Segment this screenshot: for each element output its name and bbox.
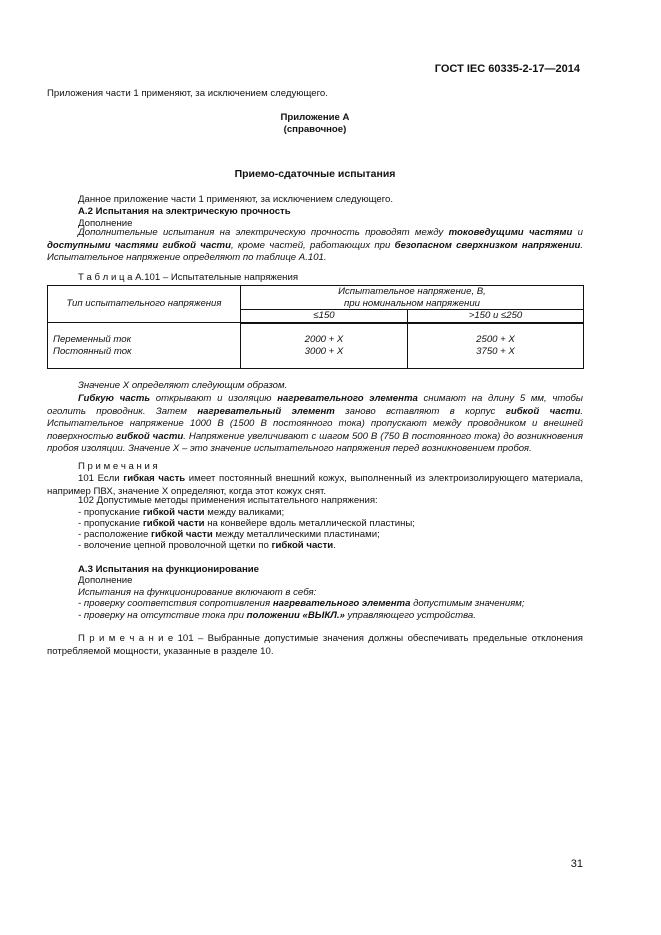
table-row xyxy=(48,323,584,369)
notes-heading: П р и м е ч а н и я xyxy=(78,461,158,472)
table-subheader-150-250: >150 и ≤250 xyxy=(408,310,584,323)
table-header-voltage-line1: Испытательное напряжение, В, xyxy=(338,286,486,297)
a3-note-label: П р и м е ч а н и е xyxy=(78,633,174,644)
a2-paragraph: Дополнительные испытания на электрическую прочность проводят между токоведущими частями и доступными частями гибкой части, кроме частей, работающих при безопасном сверхнизком напряжении. Испытательное напряжение определяют по таблице А.101. xyxy=(47,227,583,264)
note-102-method-2: - пропускание гибкой части на конвейере вдоль металлической пластины; xyxy=(78,518,415,529)
a3-intro: Испытания на функционирование включают в себя: xyxy=(78,587,317,598)
table-cell-ac-le150: 2000 + X xyxy=(304,334,344,346)
table-cell-type-ac: Переменный ток xyxy=(53,334,132,345)
a2-intro: Данное приложение части 1 применяют, за исключением следующего. xyxy=(78,194,394,205)
x-value-paragraph: Гибкую часть открывают и изоляцию нагревательного элемента снимают на длину 5 мм, чтобы оголить проводник. Затем нагревательный элемент заново вставляют в корпус гибкой части. Испытательное напряжение 1000 В (1500 В постоянного тока) пропускают между проводником и внешней поверхностью гибкой части. Напряжение увеличивают с шагом 500 В (750 В постоянного тока) до возникновения пробоя изоляции. Значение X – это значение испытательного напряжения перед возникновением пробоя. xyxy=(47,393,583,455)
table-cell-ac-150-250: 2500 + X xyxy=(476,334,515,346)
annex-title: Приложение А xyxy=(280,112,350,123)
test-voltage-table xyxy=(47,285,584,369)
a3-addition: Дополнение xyxy=(78,575,133,586)
table-cell-dc-le150: 3000 + X xyxy=(304,345,344,357)
a3-note-text: 101 – Выбранные допустимые значения должны обеспечивать предельные отклонения потребляемой мощности, указанные в разделе 10. xyxy=(47,633,583,657)
page-number: 31 xyxy=(570,858,583,870)
a2-title: А.2 Испытания на электрическую прочность xyxy=(78,206,291,217)
table-cell-le150 xyxy=(241,323,408,369)
table-cell-dc-150-250: 3750 + X xyxy=(476,345,515,357)
note-102-method-4: - волочение цепной проволочной щетки по гибкой части. xyxy=(78,540,336,551)
a3-note xyxy=(47,633,583,658)
table-cell-type xyxy=(48,323,241,369)
table-cell-type-dc: Постоянный ток xyxy=(53,345,132,357)
table-subheader-le150: ≤150 xyxy=(241,310,408,323)
table-caption-label: Т а б л и ц а xyxy=(78,272,133,283)
standard-header: ГОСТ IEC 60335-2-17—2014 xyxy=(434,63,580,75)
table-caption-text: А.101 – Испытательные напряжения xyxy=(135,272,299,283)
annex-subtitle: (справочное) xyxy=(283,124,347,135)
note-102-method-3: - расположение гибкой части между металлическими пластинами; xyxy=(78,529,380,540)
table-header-voltage-line2: при номинальном напряжении xyxy=(344,297,480,309)
table-header-voltage xyxy=(241,286,584,310)
annex-heading: Приемо-сдаточные испытания xyxy=(234,168,396,180)
table-header-type: Тип испытательного напряжения xyxy=(48,286,241,323)
a3-title: А.3 Испытания на функционирование xyxy=(78,564,260,575)
a2-addition: Дополнение xyxy=(78,218,133,229)
table-cell-150-250 xyxy=(408,323,584,369)
note-101: 101 Если гибкая часть имеет постоянный внешний кожух, выполненный из электроизолирующего материала, например ПВХ, значение X определяют, когда этот кожух снят. xyxy=(47,473,583,497)
intro-text: Приложения части 1 применяют, за исключением следующего. xyxy=(47,88,328,99)
a3-item-1: - проверку соответствия сопротивления нагревательного элемента допустимым значениям; xyxy=(78,598,525,609)
table-caption xyxy=(47,272,583,285)
note-102-method-1: - пропускание гибкой части между валиками; xyxy=(78,507,285,518)
note-102-intro: 102 Допустимые методы применения испытательного напряжения: xyxy=(78,495,378,506)
a3-item-2: - проверку на отсутствие тока при положении «ВЫКЛ.» управляющего устройства. xyxy=(78,610,476,621)
x-value-intro: Значение X определяют следующим образом. xyxy=(78,380,288,391)
